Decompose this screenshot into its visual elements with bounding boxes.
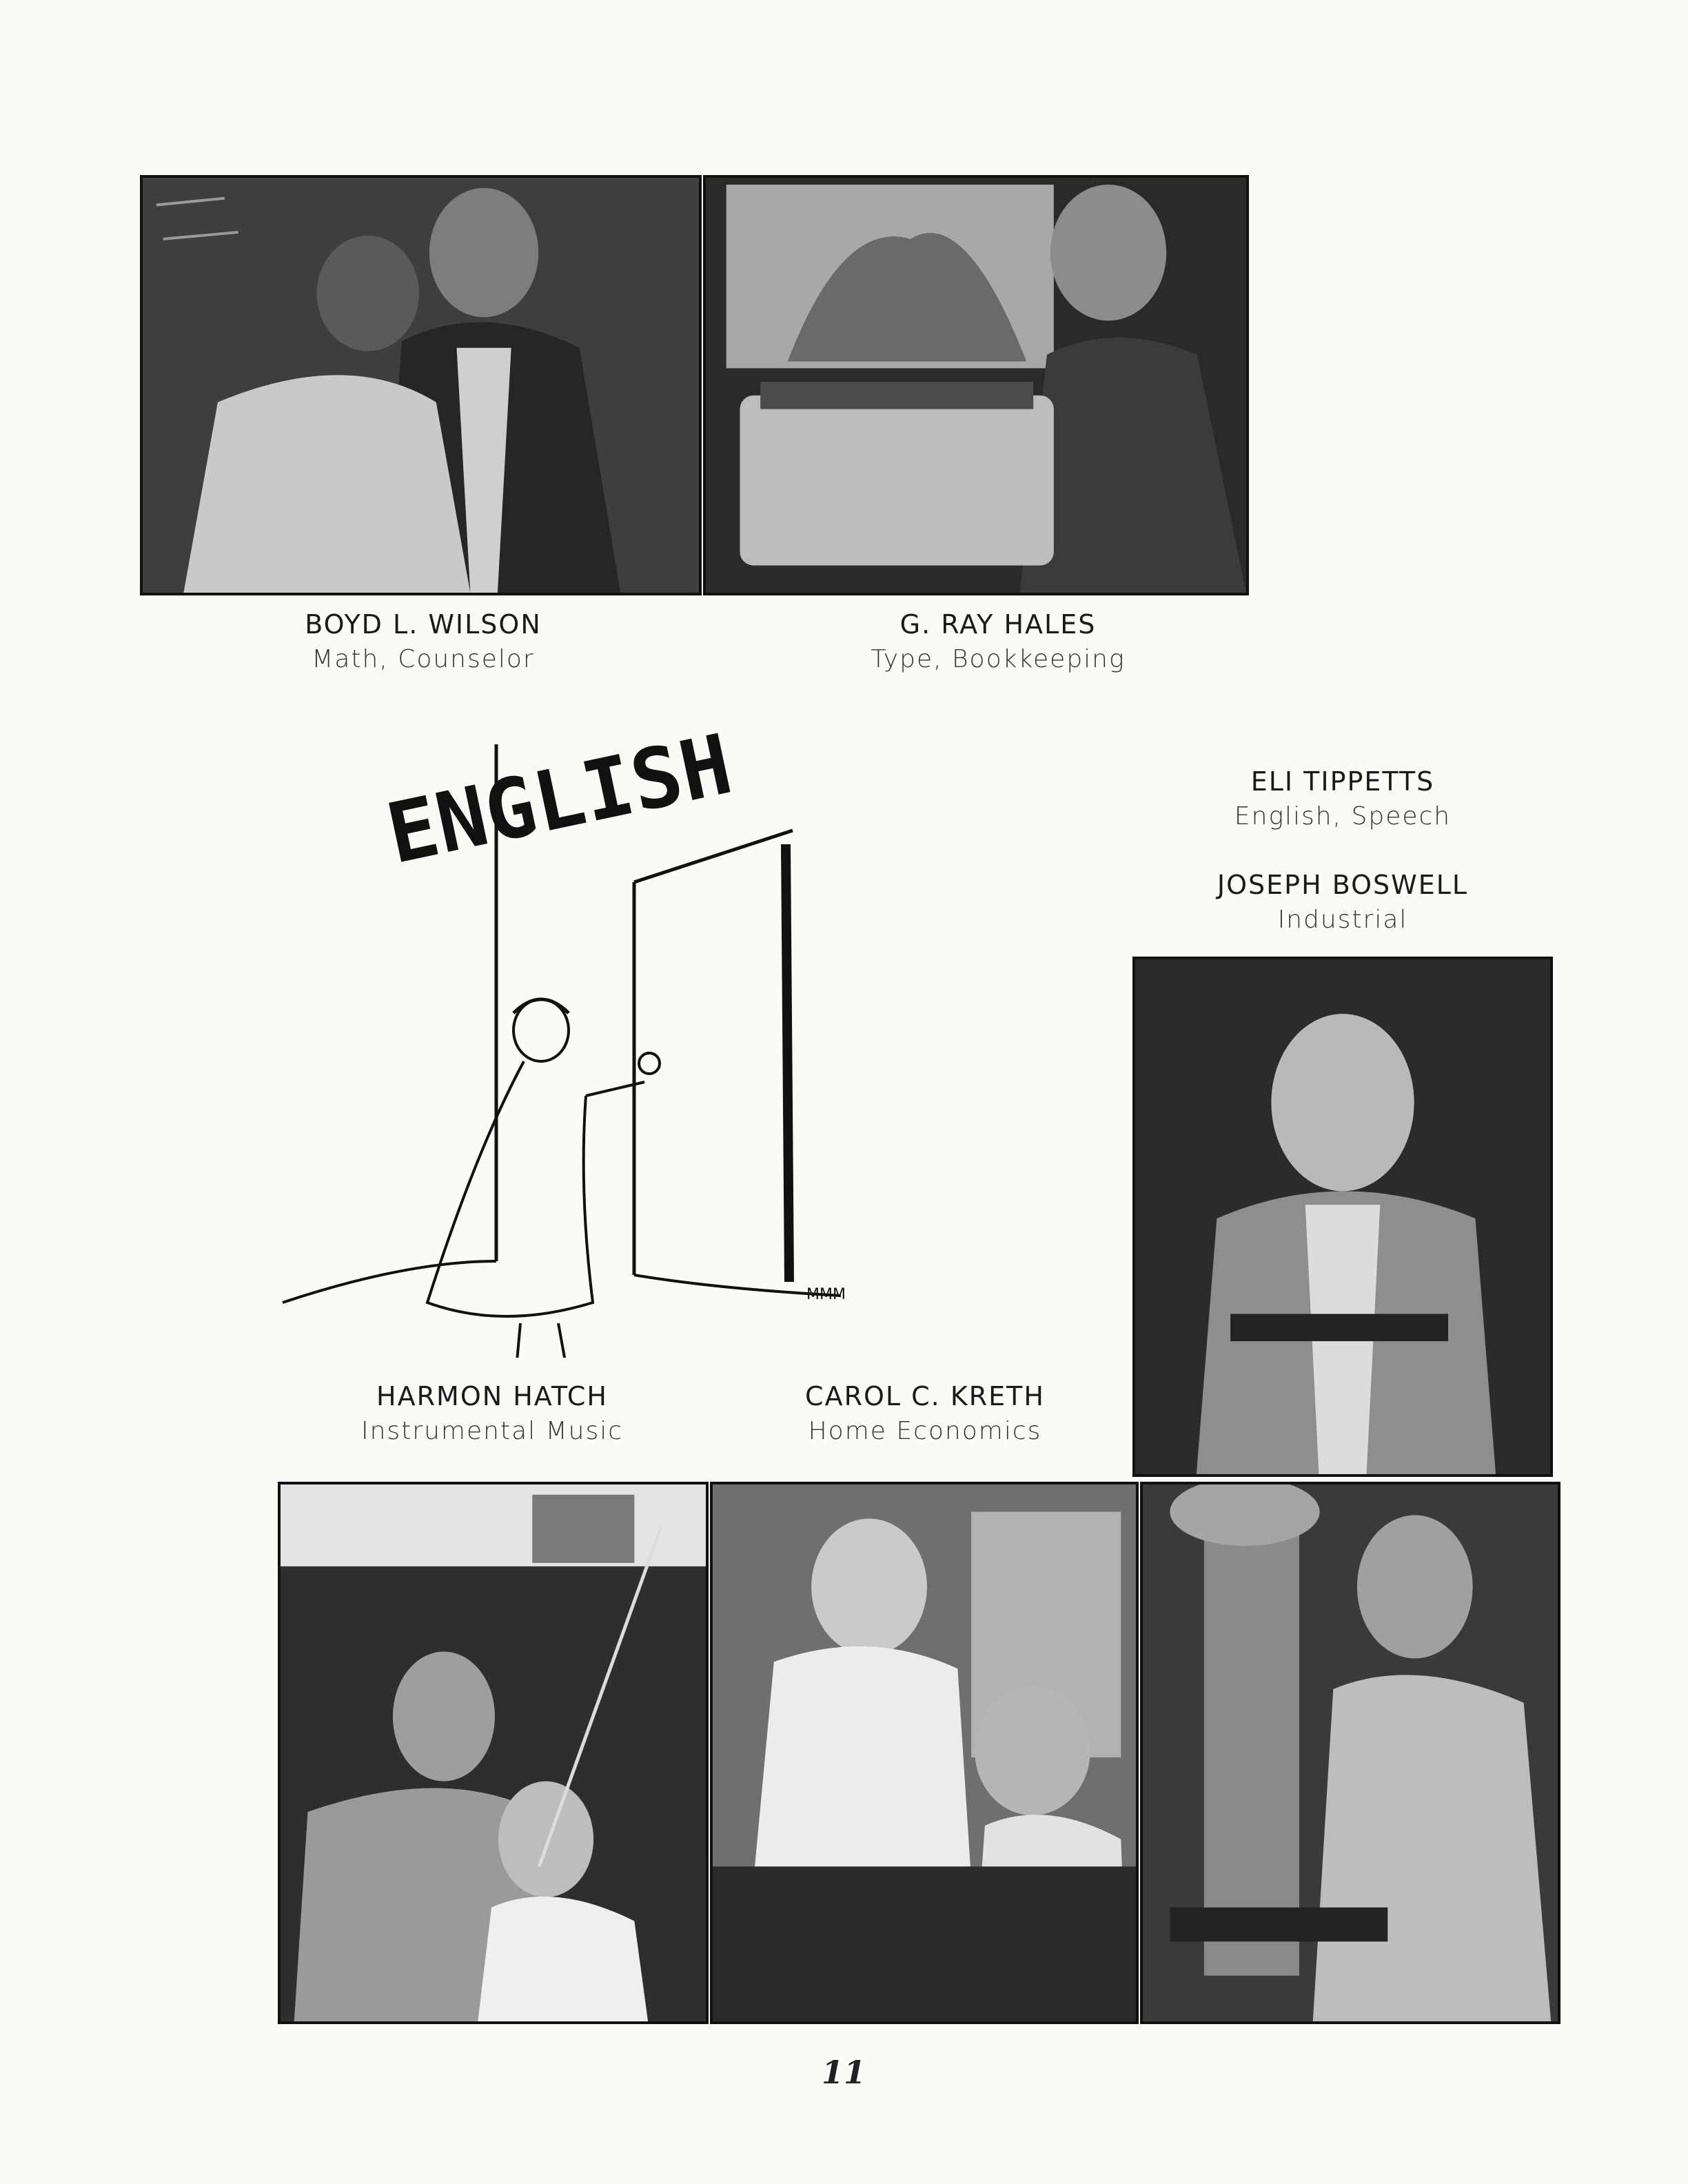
page-number: 11	[821, 2054, 866, 2091]
photo-carol-kreth	[710, 1482, 1139, 2024]
caption-joseph-boswell	[1217, 870, 1468, 934]
cartoon-sign: ENGLISH	[378, 716, 740, 883]
faculty-dept: Industrial	[1277, 906, 1408, 934]
caption-boyd-wilson	[305, 609, 542, 673]
photo-joseph-boswell	[1140, 1482, 1560, 2024]
faculty-dept: Instrumental Music	[360, 1417, 624, 1445]
faculty-name: G. RAY HALES	[899, 609, 1097, 640]
caption-ray-hales	[871, 609, 1125, 673]
cartoon-signature: MMM	[806, 1286, 846, 1303]
faculty-dept: Type, Bookkeeping	[871, 645, 1126, 673]
faculty-name: HARMON HATCH	[376, 1381, 608, 1411]
caption-carol-kreth	[805, 1381, 1045, 1445]
caption-harmon-hatch	[361, 1381, 623, 1445]
photo-boyd-wilson	[140, 175, 702, 595]
faculty-dept: Home Economics	[808, 1417, 1042, 1445]
faculty-dept: Math, Counselor	[312, 645, 535, 673]
faculty-dept: English, Speech	[1234, 802, 1452, 830]
faculty-name: JOSEPH BOSWELL	[1217, 870, 1469, 900]
caption-eli-tippetts	[1234, 766, 1451, 830]
faculty-name: ELI TIPPETTS	[1250, 766, 1435, 797]
faculty-name: BOYD L. WILSON	[305, 609, 542, 640]
photo-harmon-hatch	[278, 1482, 709, 2024]
photo-ray-hales	[703, 175, 1249, 595]
photo-eli-tippetts	[1132, 957, 1553, 1477]
english-door-cartoon	[269, 710, 889, 1358]
faculty-name: CAROL C. KRETH	[805, 1381, 1045, 1411]
